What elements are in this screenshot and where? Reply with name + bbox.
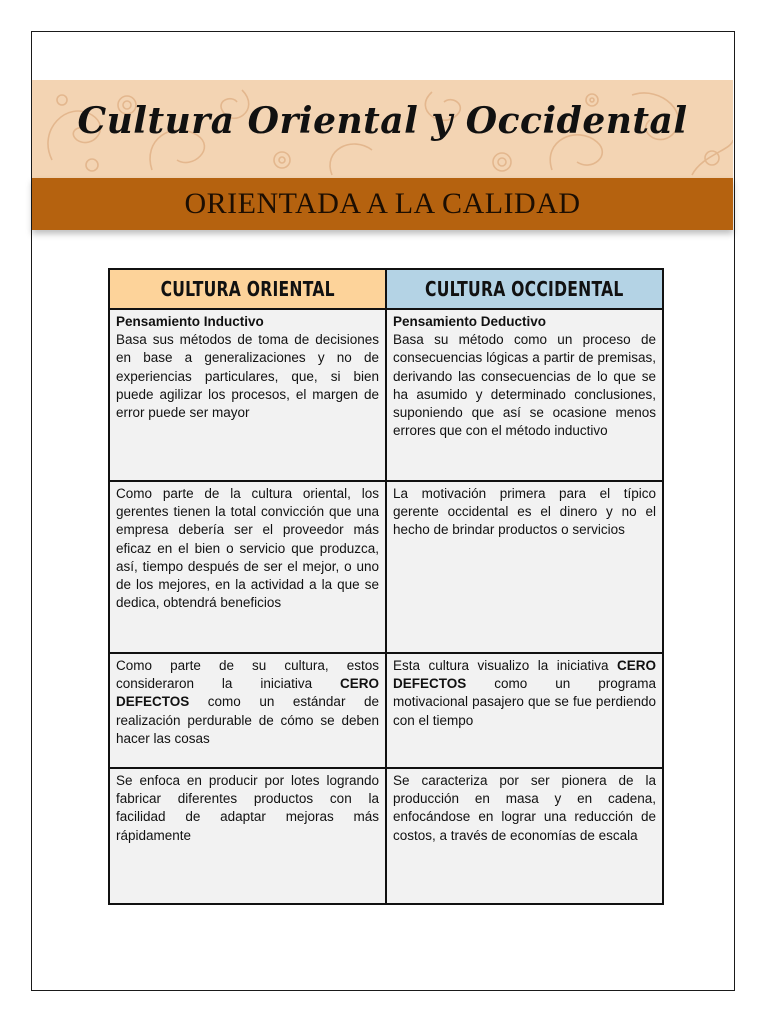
cell-oriental (109, 481, 386, 653)
page-title: Cultura Oriental y Occidental (77, 100, 688, 142)
cell-occidental (386, 653, 663, 768)
table-header-row (109, 269, 663, 309)
cell-occidental (386, 481, 663, 653)
cell-oriental (109, 309, 386, 481)
cell-text: Se caracteriza por ser pionera de la producción en masa y en cadena, enfocándose en lograr una reducción de costos, a través de economías de escala (393, 773, 656, 843)
table-row (109, 768, 663, 904)
table-row (109, 309, 663, 481)
cell-text-after: como un estándar de realización perdurable de cómo se deben hacer las cosas (116, 694, 379, 746)
cell-text: Se enfoca en producir por lotes logrando fabricar diferentes productos con la facilidad de adaptar mejoras más rápidamente (116, 773, 379, 843)
cell-heading: Pensamiento Deductivo (393, 314, 547, 329)
comparison-table (108, 268, 664, 905)
cell-occidental (386, 768, 663, 904)
header-occidental: CULTURA OCCIDENTAL (386, 269, 663, 309)
cell-text: Basa su método como un proceso de consecuencias lógicas a partir de premisas, derivando las consecuencias de lo que se ha asumido y determinado conclusiones, suponiendo que así se ocasione menos errores que con el método inductivo (393, 332, 656, 439)
cell-text: La motivación primera para el típico gerente occidental es el dinero y no el hecho de brindar productos o servicios (393, 486, 656, 538)
page-subtitle: ORIENTADA A LA CALIDAD (184, 187, 581, 220)
subtitle-bar (32, 178, 733, 230)
cell-heading: Pensamiento Inductivo (116, 314, 264, 329)
table-row (109, 653, 663, 768)
cell-oriental (109, 653, 386, 768)
table-row (109, 481, 663, 653)
title-banner (32, 80, 733, 178)
cell-oriental (109, 768, 386, 904)
cell-text-after: como un programa motivacional pasajero que se fue perdiendo con el tiempo (393, 676, 656, 728)
cell-occidental (386, 309, 663, 481)
cell-text-before: Como parte de su cultura, estos consideraron la iniciativa (116, 658, 379, 692)
cell-text-before: Esta cultura visualizo la iniciativa (393, 658, 617, 673)
cell-text-bold: CERO DEFECTOS (393, 658, 656, 692)
cell-text: Basa sus métodos de toma de decisiones en base a generalizaciones y no de experiencias particulares, que, si bien puede agilizar los procesos, el margen de error puede ser mayor (116, 332, 379, 421)
cell-text-bold: CERO DEFECTOS (116, 676, 379, 710)
document-page (31, 31, 735, 991)
header-oriental: CULTURA ORIENTAL (109, 269, 386, 309)
cell-text: Como parte de la cultura oriental, los gerentes tienen la total convicción que una empresa debería ser el proveedor más eficaz en el bien o servicio que produzca, así, tiempo después de ser el mejor, o uno de los mejores, en la actividad a la que se dedica, obtendrá beneficios (116, 486, 379, 611)
